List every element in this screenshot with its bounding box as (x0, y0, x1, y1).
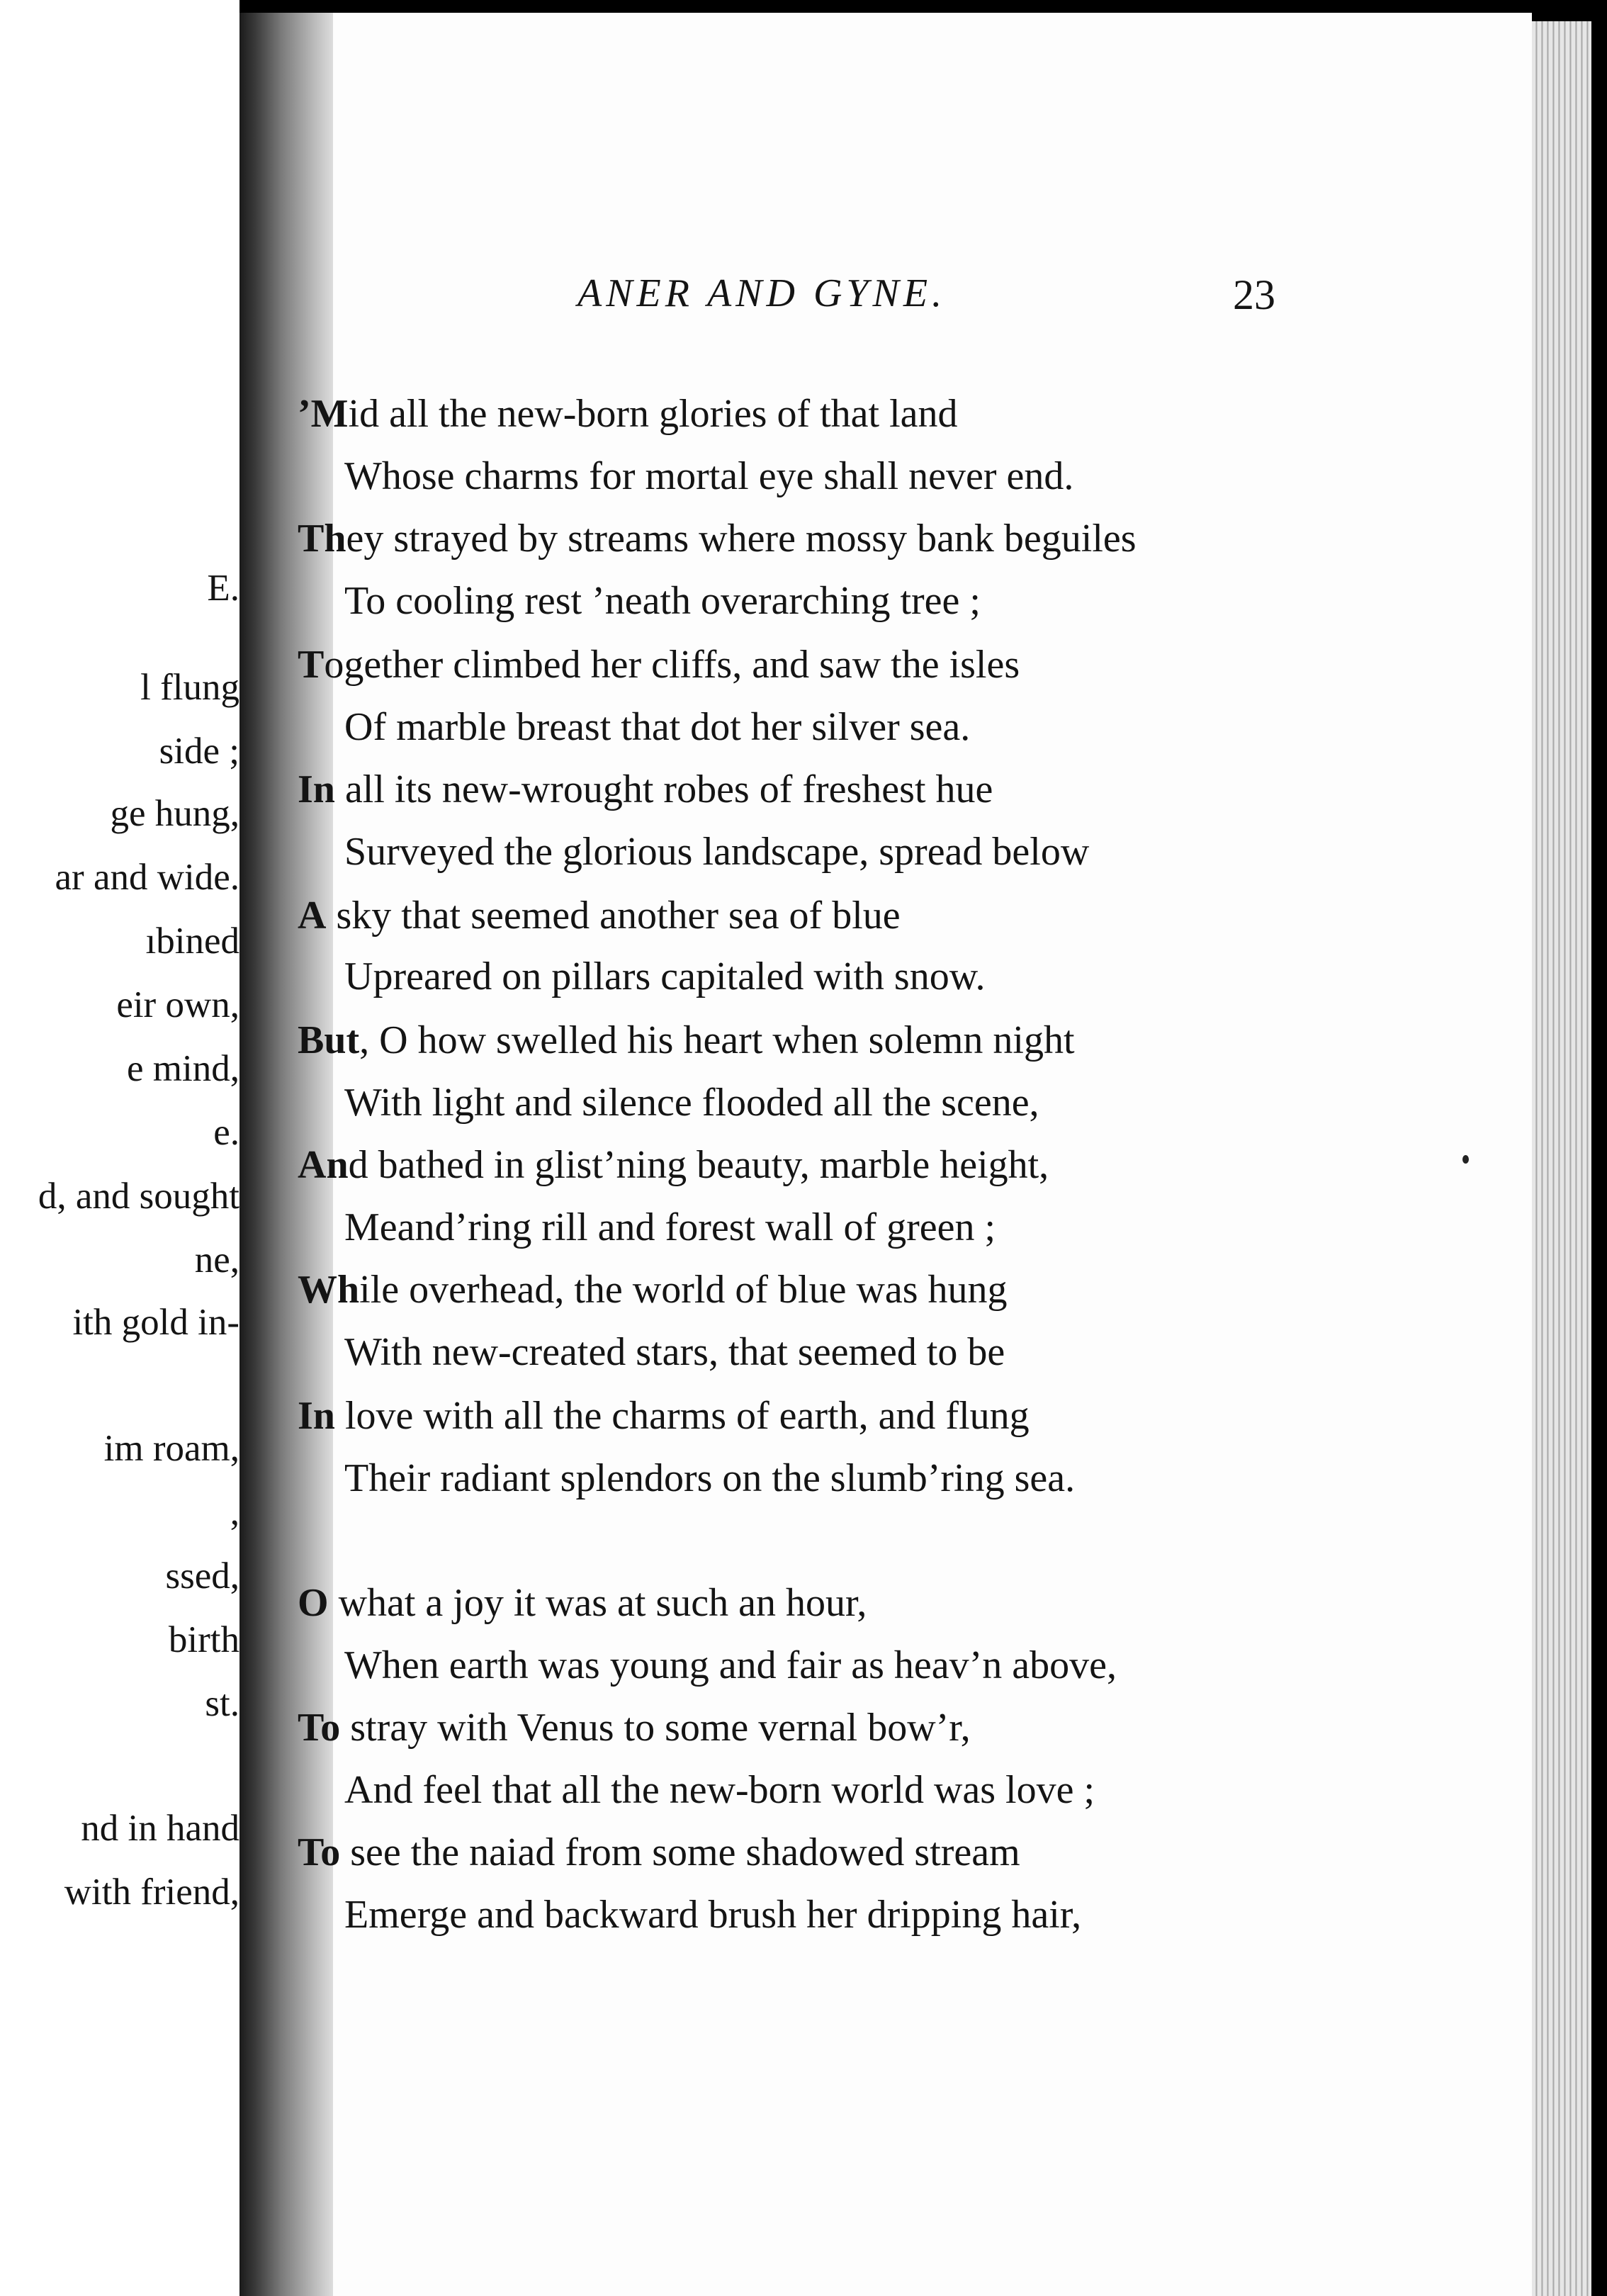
poem-line-text: Whose charms for mortal eye shall never end. (344, 454, 1074, 498)
previous-page-line: with friend, (64, 1872, 239, 1913)
previous-page-line: ssed, (165, 1555, 239, 1597)
poem-line (344, 1456, 1075, 1501)
poem-line-initial: ’M (298, 392, 349, 436)
poem-line (298, 1393, 1030, 1439)
poem-line-text: d bathed in glist’ning beauty, marble height, (348, 1143, 1049, 1187)
poem-line-initial: To (298, 1830, 341, 1874)
poem-line-text: id all the new-born glories of that land (348, 392, 958, 436)
previous-page-line: im roam, (103, 1428, 239, 1469)
previous-page-line: e. (213, 1112, 239, 1153)
poem-line-text: To cooling rest ’neath overarching tree ; (344, 579, 981, 623)
poem-line-initial: O (298, 1581, 329, 1625)
poem-line-text: all its new-wrought robes of freshest hue (334, 767, 993, 811)
poem-line (298, 1142, 1049, 1188)
poem-line (298, 767, 993, 812)
poem-line (298, 1580, 867, 1626)
poem-line (298, 1830, 1020, 1875)
poem-line-text: , O how swelled his heart when solemn night (359, 1018, 1075, 1062)
poem-line-initial: In (298, 1394, 335, 1438)
poem-line (344, 578, 981, 624)
poem-line-text: stray with Venus to some vernal bow’r, (340, 1706, 971, 1750)
previous-page-line: d, and sought (38, 1176, 239, 1217)
poem-line-initial: But (298, 1018, 360, 1062)
poem-line (298, 642, 1020, 687)
poem-line (298, 1018, 1075, 1063)
previous-page-line: side ; (159, 731, 239, 772)
poem-line (344, 454, 1073, 499)
previous-page-line: l flung (140, 667, 239, 708)
poem-line-text: When earth was young and fair as heav’n above, (344, 1643, 1117, 1687)
previous-page-line: ge hung, (110, 793, 239, 834)
poem-line-text: Of marble breast that dot her silver sea. (344, 705, 971, 749)
poem-line-text: sky that seemed another sea of blue (326, 894, 901, 938)
previous-page-line: ne, (194, 1239, 239, 1281)
poem-line (298, 1267, 1008, 1312)
poem-line (344, 1892, 1081, 1937)
poem-line-initial: An (298, 1143, 349, 1187)
poem-line-initial: T (298, 643, 325, 687)
poem-line-text: And feel that all the new-born world was love ; (344, 1768, 1095, 1812)
previous-page (0, 0, 239, 2296)
poem-line-text: see the naiad from some shadowed stream (340, 1830, 1020, 1874)
poem-line-text: love with all the charms of earth, and flung (334, 1394, 1030, 1438)
poem-line-initial: Th (298, 517, 346, 561)
previous-page-line: nd in hand (81, 1808, 239, 1849)
ink-speck (1462, 1155, 1469, 1164)
poem-line-text: Upreared on pillars capitaled with snow. (344, 955, 986, 998)
poem-line (298, 1705, 971, 1750)
poem-line-text: ogether climbed her cliffs, and saw the isles (324, 643, 1020, 687)
poem-line (344, 829, 1089, 874)
poem-line-text: With new-created stars, that seemed to be (344, 1330, 1005, 1374)
poem-line (344, 1080, 1039, 1125)
poem-line-text: Emerge and backward brush her dripping hair, (344, 1893, 1082, 1937)
running-head: ANER AND GYNE. (577, 271, 947, 315)
poem-line (298, 516, 1137, 561)
poem-line-text: With light and silence flooded all the scene, (344, 1081, 1039, 1125)
poem-line-text: ey strayed by streams where mossy bank beguiles (346, 517, 1137, 561)
previous-page-line: ith gold in- (72, 1302, 239, 1343)
previous-page-line: e mind, (127, 1048, 239, 1089)
poem-line (344, 1767, 1095, 1813)
poem-line-text: Their radiant splendors on the slumb’ring sea. (344, 1456, 1076, 1500)
previous-page-line: ar and wide. (55, 857, 239, 898)
previous-page-line: ıbined (145, 921, 239, 962)
poem-line (298, 391, 958, 437)
previous-page-line: eir own, (116, 984, 239, 1025)
poem-line (344, 1205, 996, 1250)
poem-line (344, 1329, 1005, 1375)
poem-line-text: Meand’ring rill and forest wall of green ; (344, 1205, 996, 1249)
poem-line-text: what a joy it was at such an hour, (328, 1581, 867, 1625)
poem-line-text: ile overhead, the world of blue was hung (359, 1268, 1008, 1312)
previous-page-line: st. (205, 1683, 239, 1724)
poem-line (344, 1643, 1117, 1688)
poem-line-initial: A (298, 894, 327, 938)
previous-page-line: , (230, 1492, 239, 1533)
poem-line (344, 954, 986, 999)
poem-line-text: Surveyed the glorious landscape, spread below (344, 830, 1090, 874)
poem-line (344, 704, 970, 750)
poem-line-initial: In (298, 767, 335, 811)
page-edges (1532, 21, 1591, 2296)
poem-line (298, 893, 901, 938)
previous-page-line: E. (207, 568, 239, 609)
poem-line-initial: To (298, 1706, 341, 1750)
previous-page-line: birth (168, 1619, 239, 1660)
page-number: 23 (1233, 271, 1275, 318)
poem-line-initial: Wh (298, 1268, 360, 1312)
